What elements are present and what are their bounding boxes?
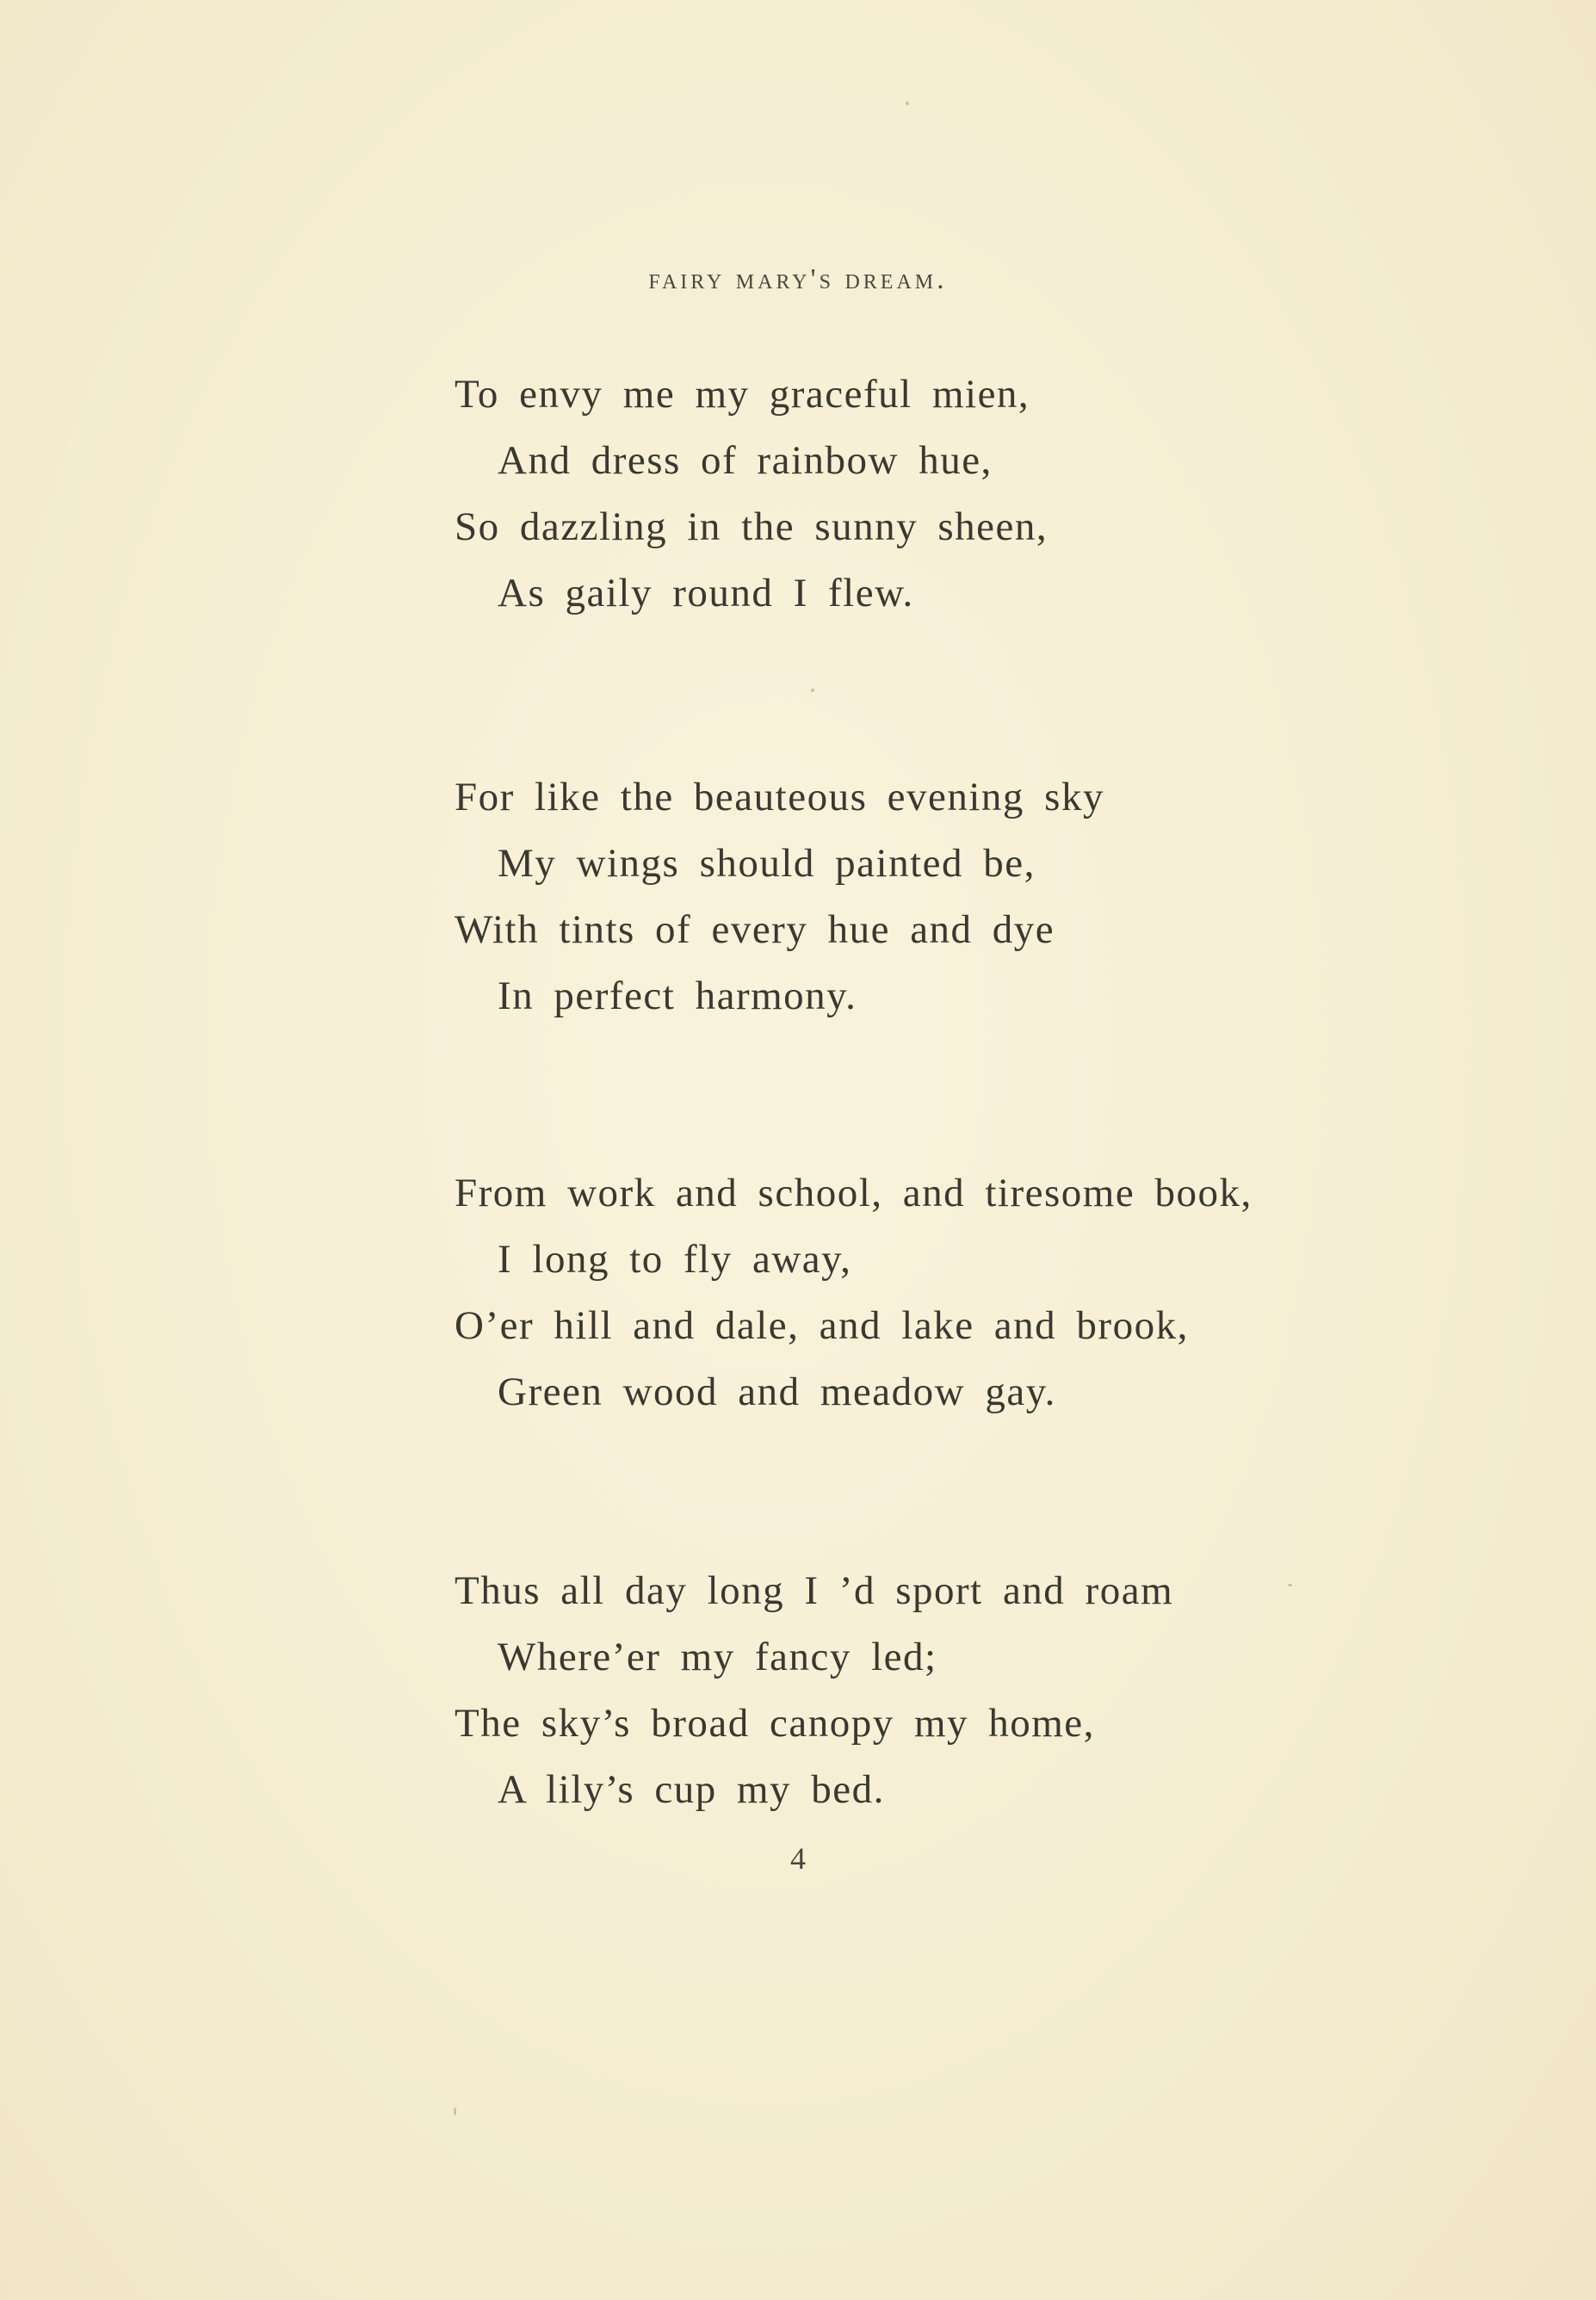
poem-line: A lily’s cup my bed. (498, 1767, 885, 1812)
poem-line: I long to fly away, (498, 1237, 852, 1282)
paper-speck (811, 689, 814, 692)
poem-line: Green wood and meadow gay. (498, 1369, 1056, 1414)
poem-line: Where’er my fancy led; (498, 1635, 937, 1679)
poem-line: So dazzling in the sunny sheen, (455, 504, 1049, 549)
poem-line: In perfect harmony. (498, 974, 857, 1018)
stanza-3 (455, 1160, 1358, 1425)
poem-line: My wings should painted be, (498, 841, 1036, 886)
page-number: 4 (790, 1841, 806, 1876)
poem-line: And dress of rainbow hue, (498, 438, 993, 483)
stanza-4 (455, 1558, 1358, 1823)
poem-line: From work and school, and tiresome book, (455, 1171, 1253, 1215)
poem-line: As gaily round I flew. (498, 571, 914, 615)
poem-line: To envy me my graceful mien, (455, 372, 1030, 417)
paper-speck (1288, 1584, 1292, 1586)
poem-line: The sky’s broad canopy my home, (455, 1701, 1095, 1746)
stanza-1 (455, 362, 1358, 627)
poem-line: With tints of every hue and dye (455, 907, 1055, 952)
paper-speck (906, 102, 909, 105)
running-head: fairy mary's dream. (648, 263, 948, 295)
poem-line: For like the beauteous evening sky (455, 775, 1104, 819)
stanza-2 (455, 764, 1358, 1029)
poem-line: Thus all day long I ’d sport and roam (455, 1568, 1174, 1613)
paper-speck (454, 2107, 456, 2116)
poem-line: O’er hill and dale, and lake and brook, (455, 1303, 1189, 1348)
